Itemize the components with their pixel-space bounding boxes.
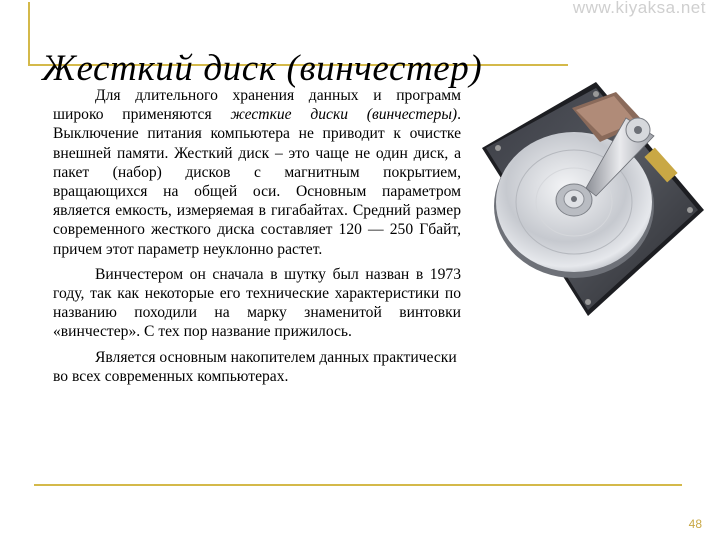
page-number: 48 [688,517,702,531]
paragraph-1-start: Для длительного хранения данных и программ широко применяются [53,87,461,124]
paragraph-3: Является основным накопителем данных практически во всех современных компьютерах. [53,348,457,385]
footer-divider [34,484,682,486]
title-accent-line-vertical [28,2,30,64]
paragraph-1-emphasis: жесткие диски (винчестеры) [230,106,458,124]
paragraph-1-end: . Выключение питания компьютера не приводит к очистке внешней памяти. Жесткий диск – это чаще не один диск, а пакет (набор) дисков с магнитным покрытием, вращающихся на общей оси. Основным параметром является емкость, измеряемая в гигабайтах. Средний размер современного жесткого диска составляет 120 — 250 Гбайт, причем этот параметр неуклонно растет. [53,106,461,258]
hard-disk-image [476,78,708,320]
body-text [53,86,461,386]
slide-title: Жесткий диск (винчестер) [42,47,483,89]
paragraph-1 [53,86,461,259]
paragraph-2: Винчестером он сначала в шутку был назван в 1973 году, так как некоторые его технические характеристики по названию походили на марку знаменитой винтовки «винчестер». С тех пор название прижилось. [53,265,461,341]
watermark: www.kiyaksa.net [572,0,706,17]
